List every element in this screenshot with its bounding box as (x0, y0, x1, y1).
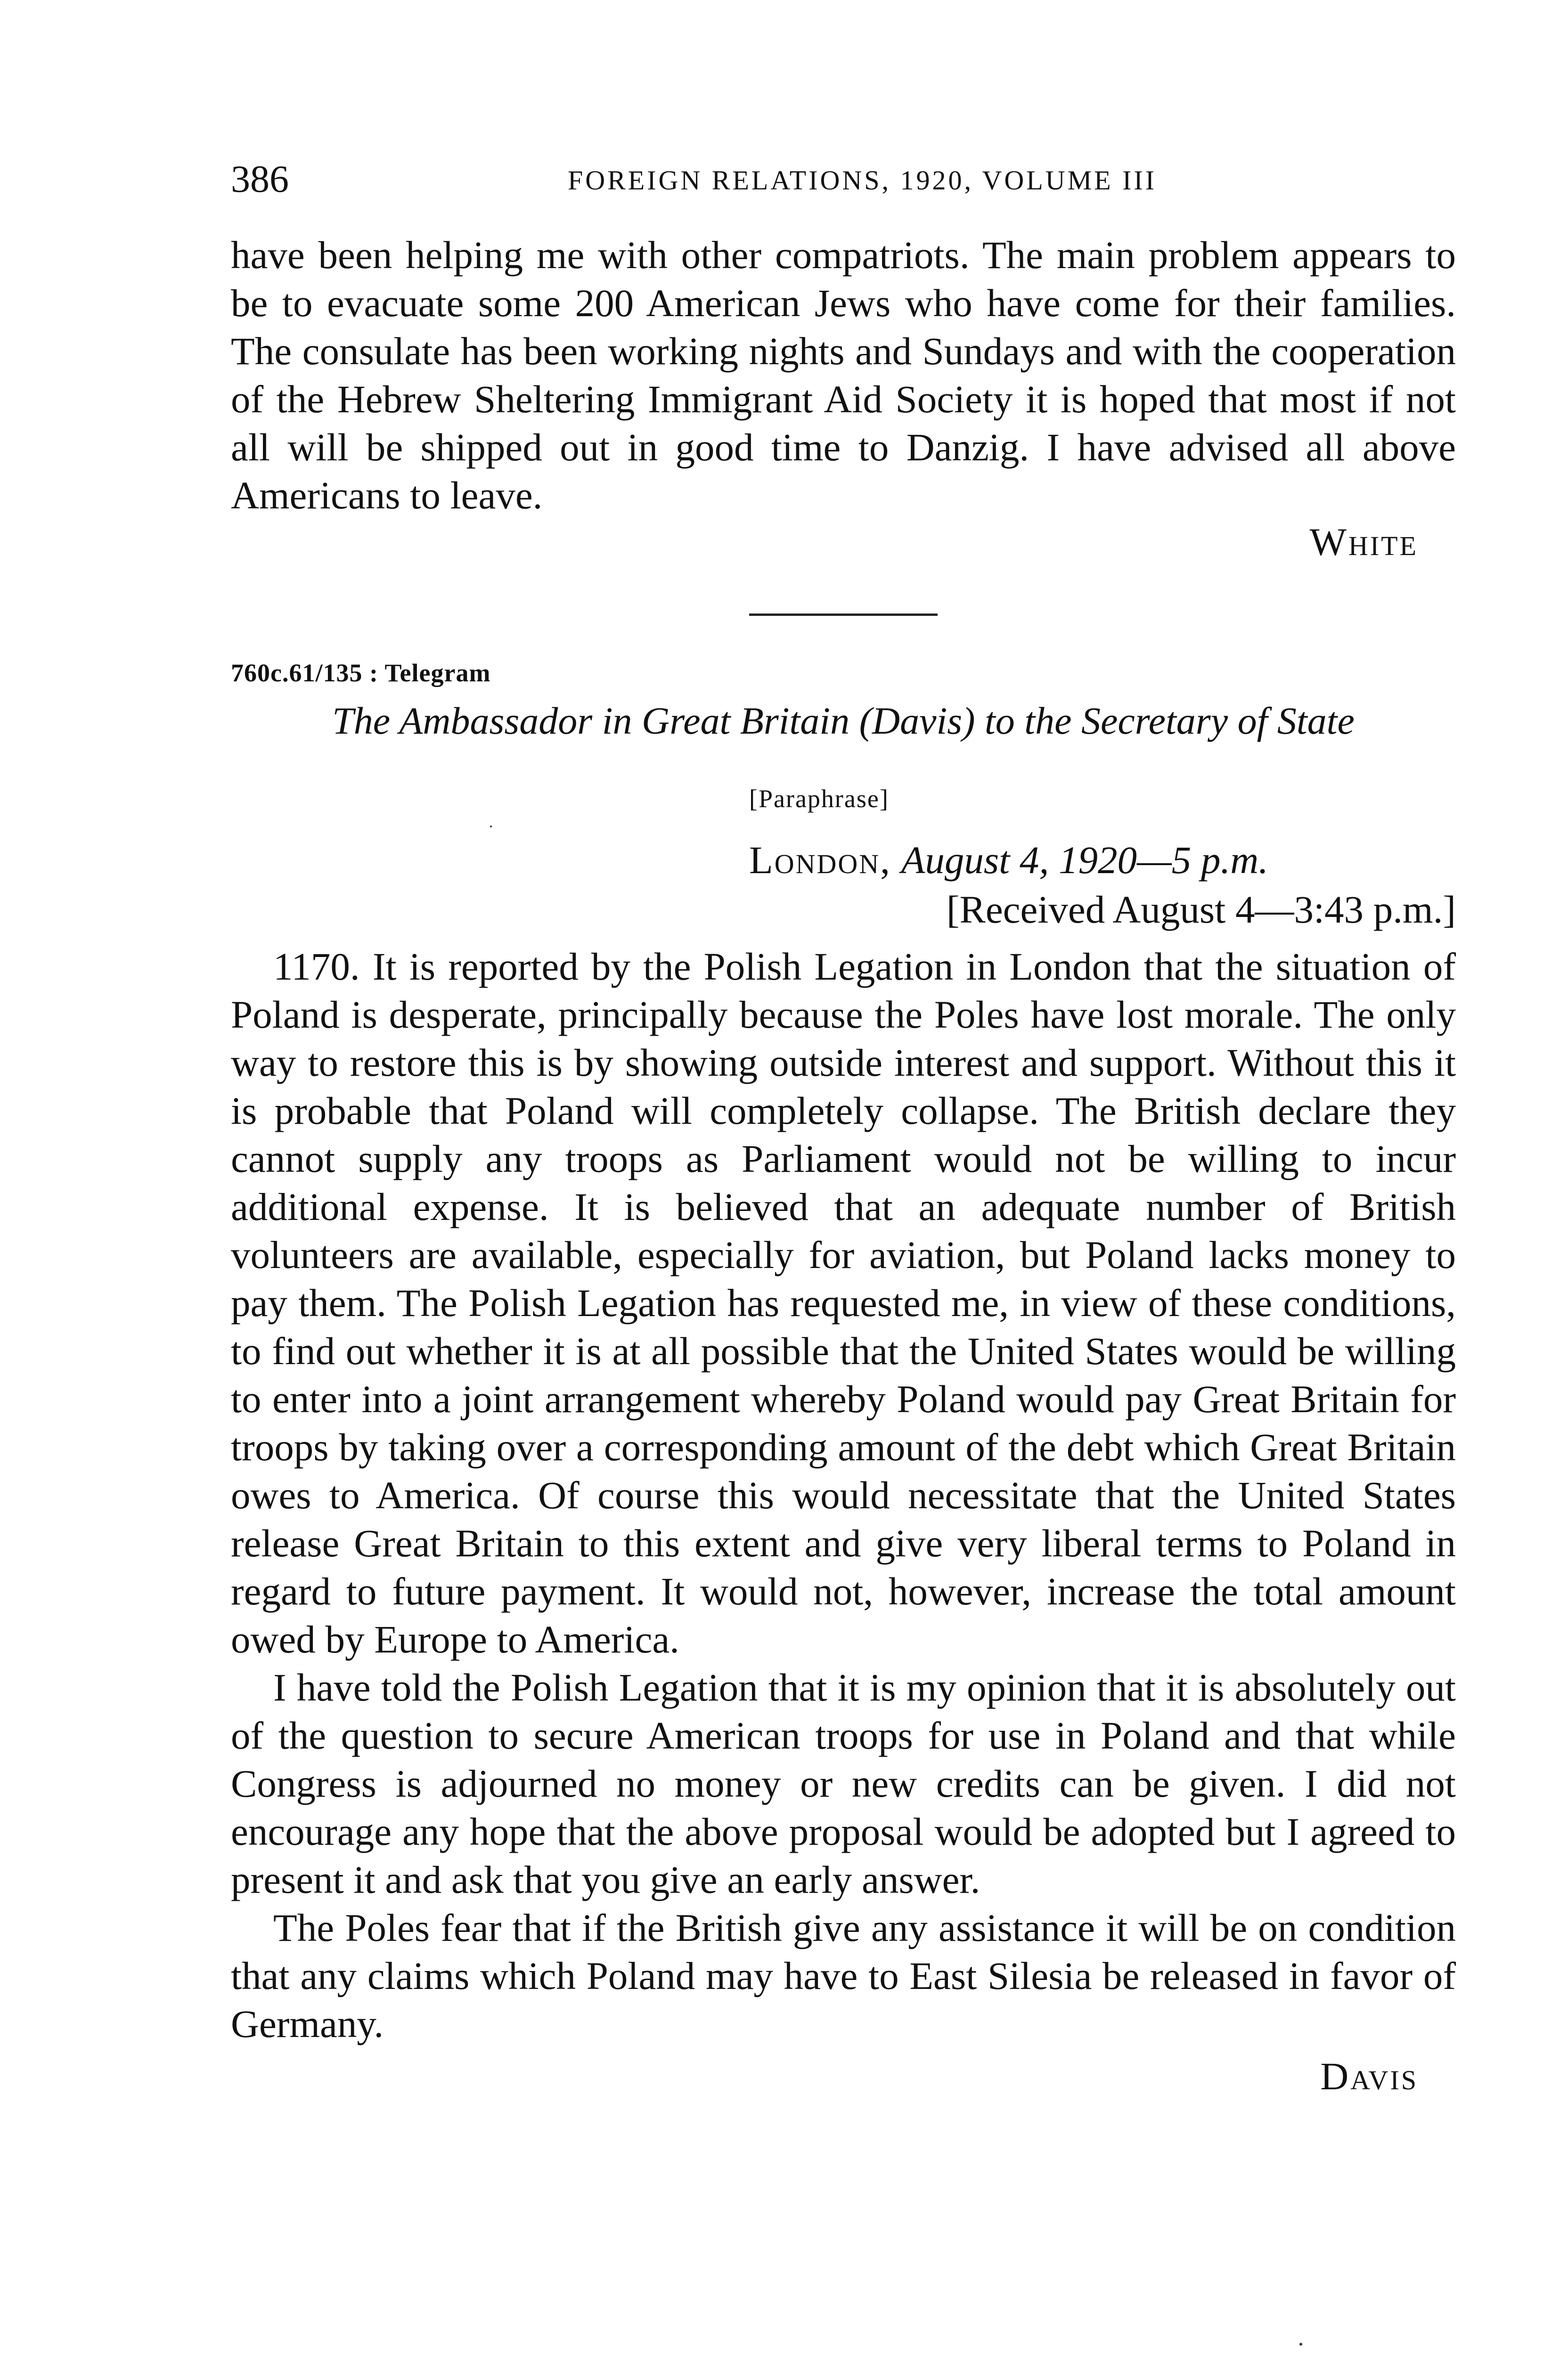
signature-white: White (1309, 520, 1418, 564)
dateline (749, 836, 1268, 884)
body-paragraph: The Poles fear that if the British give any assistance it will be on condition that any claims which Poland may have to East Silesia be released in favor of Germany. (231, 1906, 1456, 2045)
page-header (231, 155, 1456, 207)
telegram-body (231, 942, 1456, 2100)
received-note: [Received August 4—3:43 p.m.] (946, 888, 1456, 931)
body-paragraph: I have told the Polish Legation that it is my opinion that it is absolutely out of the question to secure American troops for use in Poland and that while Congress is adjourned no money or new credits can be given. I did not encourage any hope that the above proposal would be adopted but I agreed to present it and ask that you give an early answer. (231, 1666, 1456, 1901)
document-title: The Ambassador in Great Britain (Davis) to the Secretary of State (332, 699, 1355, 742)
section-divider (749, 614, 938, 616)
body-paragraph: 1170. It is reported by the Polish Legation in London that the situation of Poland is desperate, principally because the Poles have lost morale. The only way to restore this is by showing outside interest and support. Without this it is probable that Poland will completely collapse. The British declare they cannot supply any troops as Parliament would not be willing to incur additional expense. It is believed that an adequate number of British volunteers are available, especially for aviation, but Poland lacks money to pay them. The Polish Legation has requested me, in view of these conditions, to find out whether it is at all possible that the United States would be willing to enter into a joint arrangement whereby Poland would pay Great Britain for troops by taking over a corresponding amount of the debt which Great Britain owes to America. Of course this would necessitate that the United States release Great Britain to this extent and give very liberal terms to Poland in regard to future payment. It would not, however, increase the total amount owed by Europe to America. (231, 945, 1456, 1661)
print-speck (490, 826, 492, 827)
signature-davis: Davis (1320, 2054, 1418, 2098)
print-speck (1299, 2343, 1302, 2346)
page-number: 386 (231, 157, 289, 200)
dateline-place: London, (749, 838, 891, 882)
dateline-date: August 4, 1920—5 p.m. (901, 838, 1268, 882)
paraphrase-note: [Paraphrase] (749, 785, 889, 813)
running-head: FOREIGN RELATIONS, 1920, VOLUME III (567, 165, 1157, 196)
continued-telegram (231, 231, 1456, 565)
continued-paragraph: have been helping me with other compatriots. The main problem appears to be to evacuate some 200 American Jews who have come for their families. The consulate has been working nights and Sundays and with the cooperation of the Hebrew Sheltering Immigrant Aid Society it is hoped that most if not all will be shipped out in good time to Danzig. I have advised all above Americans to leave. (231, 233, 1456, 517)
file-reference: 760c.61/135 : Telegram (231, 659, 491, 687)
